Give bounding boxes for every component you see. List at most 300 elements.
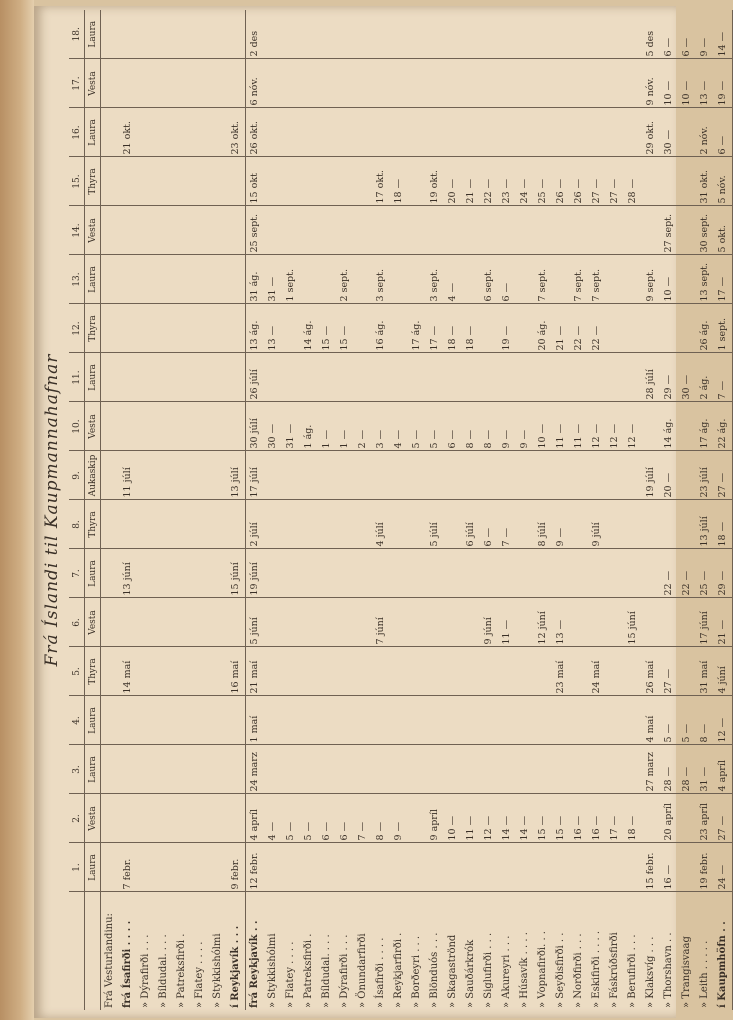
date-cell xyxy=(588,353,606,402)
date-cell: 2 júlí xyxy=(246,500,265,549)
date-cell: 27 sept. xyxy=(660,206,678,255)
date-cell xyxy=(588,206,606,255)
date-cell xyxy=(534,353,552,402)
date-cell: 20 apríl xyxy=(660,794,678,843)
date-cell xyxy=(552,696,570,745)
date-cell xyxy=(155,206,173,255)
date-cell: 21 — xyxy=(714,598,733,647)
date-cell: 13 ág. xyxy=(246,304,265,353)
table-row xyxy=(246,10,265,1010)
date-cell xyxy=(282,353,300,402)
ship-name: Laura xyxy=(85,255,101,304)
date-cell: 25 sept. xyxy=(246,206,265,255)
date-cell: 28 — xyxy=(660,745,678,794)
date-cell: 27 — xyxy=(606,157,624,206)
date-cell xyxy=(209,843,227,892)
table-row xyxy=(264,10,282,1010)
date-cell: 15 — xyxy=(336,304,354,353)
date-cell xyxy=(300,59,318,108)
date-cell xyxy=(408,500,426,549)
date-cell xyxy=(209,255,227,304)
date-cell xyxy=(642,157,660,206)
date-cell xyxy=(336,10,354,59)
date-cell xyxy=(678,451,696,500)
date-cell xyxy=(462,59,480,108)
port-name: » Reykjarfirði . xyxy=(393,932,404,1008)
port-name: » Vopnafirði. . . xyxy=(537,931,548,1008)
date-cell xyxy=(173,353,191,402)
date-cell xyxy=(173,647,191,696)
date-cell xyxy=(372,549,390,598)
date-cell xyxy=(408,745,426,794)
date-cell xyxy=(408,157,426,206)
date-cell: 22 ág. xyxy=(714,402,733,451)
port-name: » Skagaströnd xyxy=(447,934,458,1008)
date-cell xyxy=(318,696,336,745)
date-cell xyxy=(480,59,498,108)
date-cell xyxy=(282,500,300,549)
date-cell xyxy=(227,696,246,745)
date-cell xyxy=(119,500,137,549)
date-cell: 11 — xyxy=(570,402,588,451)
date-cell xyxy=(408,10,426,59)
port-name: » Berufirði . . . xyxy=(627,934,638,1008)
date-cell xyxy=(390,304,408,353)
date-cell xyxy=(173,598,191,647)
date-cell: 7 júní xyxy=(372,598,390,647)
date-cell xyxy=(155,500,173,549)
date-cell xyxy=(462,206,480,255)
date-cell xyxy=(408,549,426,598)
date-cell: 18 — xyxy=(624,794,642,843)
table-row xyxy=(444,10,462,1010)
date-cell xyxy=(570,451,588,500)
date-cell: 3 sept. xyxy=(372,255,390,304)
date-cell xyxy=(264,157,282,206)
port-name: » Eskifirði . . . . xyxy=(591,930,602,1008)
date-cell: 30 — xyxy=(678,353,696,402)
date-cell xyxy=(660,500,678,549)
table-row xyxy=(336,10,354,1010)
date-cell xyxy=(480,647,498,696)
date-cell xyxy=(119,402,137,451)
date-cell xyxy=(516,108,534,157)
date-cell xyxy=(372,59,390,108)
date-cell xyxy=(227,206,246,255)
date-cell: 24 — xyxy=(714,843,733,892)
date-cell xyxy=(137,549,155,598)
date-cell xyxy=(678,647,696,696)
date-cell: 18 — xyxy=(390,157,408,206)
date-cell xyxy=(191,353,209,402)
date-cell xyxy=(209,59,227,108)
timetable xyxy=(69,10,733,1010)
date-cell xyxy=(516,647,534,696)
table-row xyxy=(480,10,498,1010)
date-cell: 17 — xyxy=(714,255,733,304)
date-cell: 21 maí xyxy=(246,647,265,696)
page-title: Frá Íslandi til Kaupmannahafnar xyxy=(42,353,62,667)
date-cell xyxy=(209,647,227,696)
date-cell xyxy=(678,843,696,892)
table-row xyxy=(660,10,678,1010)
date-cell xyxy=(318,353,336,402)
voyage-number: 10. xyxy=(69,402,85,451)
port-name: » Borðeyri . . . xyxy=(411,935,422,1008)
header-corner xyxy=(85,892,101,1010)
date-cell: 9 apríl xyxy=(426,794,444,843)
date-cell: 24 maí xyxy=(588,647,606,696)
date-cell xyxy=(300,843,318,892)
date-cell: 30 júlí xyxy=(246,402,265,451)
date-cell xyxy=(173,255,191,304)
date-cell: 4 — xyxy=(444,255,462,304)
date-cell xyxy=(588,451,606,500)
table-row xyxy=(408,10,426,1010)
date-cell: 2 nóv. xyxy=(696,108,714,157)
date-cell xyxy=(408,108,426,157)
table-row xyxy=(498,10,516,1010)
date-cell: 13 — xyxy=(552,598,570,647)
date-cell: 13 — xyxy=(696,59,714,108)
port-name: frá Ísafirði . . . . xyxy=(122,920,133,1008)
date-cell: 1 maí xyxy=(246,696,265,745)
date-cell: 23 — xyxy=(498,157,516,206)
date-cell xyxy=(642,402,660,451)
header-corner xyxy=(69,892,85,1010)
date-cell xyxy=(137,255,155,304)
ship-name: Laura xyxy=(85,353,101,402)
date-cell: 10 — xyxy=(534,402,552,451)
table-row xyxy=(624,10,642,1010)
date-cell xyxy=(119,598,137,647)
date-cell xyxy=(300,10,318,59)
date-cell: 7 sept. xyxy=(534,255,552,304)
date-cell xyxy=(173,402,191,451)
date-cell xyxy=(606,108,624,157)
date-cell: 5 júlí xyxy=(426,500,444,549)
voyage-number: 15. xyxy=(69,157,85,206)
date-cell xyxy=(173,696,191,745)
port-name: » Bíldudal. . . . xyxy=(321,934,332,1008)
date-cell xyxy=(408,647,426,696)
date-cell xyxy=(498,745,516,794)
voyage-number: 18. xyxy=(69,10,85,59)
date-cell: 5 — xyxy=(300,794,318,843)
date-cell xyxy=(137,745,155,794)
date-cell xyxy=(444,59,462,108)
date-cell: 12 — xyxy=(588,402,606,451)
date-cell xyxy=(480,353,498,402)
date-cell: 27 — xyxy=(660,647,678,696)
date-cell xyxy=(318,59,336,108)
date-cell: 21 — xyxy=(462,157,480,206)
date-cell: 6 júlí xyxy=(462,500,480,549)
date-cell xyxy=(336,59,354,108)
date-cell xyxy=(570,10,588,59)
date-cell xyxy=(516,353,534,402)
date-cell xyxy=(137,10,155,59)
date-cell xyxy=(534,647,552,696)
date-cell: 2 des xyxy=(246,10,265,59)
date-cell xyxy=(444,451,462,500)
date-cell: 9 júní xyxy=(480,598,498,647)
date-cell xyxy=(534,549,552,598)
date-cell: 18 — xyxy=(462,304,480,353)
date-cell xyxy=(444,108,462,157)
table-row xyxy=(155,10,173,1010)
date-cell xyxy=(678,500,696,549)
port-name: » Önundarfirði xyxy=(357,933,368,1008)
date-cell: 28 — xyxy=(678,745,696,794)
date-cell xyxy=(227,353,246,402)
date-cell xyxy=(264,206,282,255)
date-cell: 15 — xyxy=(534,794,552,843)
date-cell xyxy=(444,10,462,59)
date-cell xyxy=(300,745,318,794)
date-cell: 6 — xyxy=(336,794,354,843)
date-cell: 16 — xyxy=(660,843,678,892)
date-cell xyxy=(119,255,137,304)
date-cell: 7 sept. xyxy=(588,255,606,304)
date-cell xyxy=(354,745,372,794)
date-cell xyxy=(209,500,227,549)
date-cell xyxy=(642,598,660,647)
date-cell xyxy=(624,451,642,500)
date-cell: 5 nóv. xyxy=(714,157,733,206)
date-cell xyxy=(552,206,570,255)
date-cell: 9 júlí xyxy=(588,500,606,549)
table-row xyxy=(552,10,570,1010)
ship-name: Vesta xyxy=(85,206,101,255)
ship-name: Laura xyxy=(85,108,101,157)
date-cell: 26 — xyxy=(552,157,570,206)
date-cell xyxy=(408,794,426,843)
ship-name: Vesta xyxy=(85,59,101,108)
date-cell: 17 okt. xyxy=(372,157,390,206)
table-row xyxy=(534,10,552,1010)
date-cell xyxy=(354,59,372,108)
table-row xyxy=(570,10,588,1010)
date-cell: 27 — xyxy=(714,451,733,500)
date-cell xyxy=(209,549,227,598)
date-cell xyxy=(155,647,173,696)
date-cell xyxy=(624,59,642,108)
date-cell: 29 — xyxy=(660,353,678,402)
table-row xyxy=(390,10,408,1010)
date-cell xyxy=(606,353,624,402)
date-cell xyxy=(534,696,552,745)
date-cell: 29 — xyxy=(714,549,733,598)
date-cell: 24 — xyxy=(516,157,534,206)
date-cell: 14 ág. xyxy=(300,304,318,353)
date-cell xyxy=(588,745,606,794)
date-cell: 26 júlí xyxy=(246,353,265,402)
date-cell xyxy=(426,59,444,108)
date-cell xyxy=(101,843,120,892)
date-cell xyxy=(624,10,642,59)
port-name: » Ísafirði . . . . xyxy=(375,937,386,1008)
date-cell xyxy=(552,745,570,794)
date-cell xyxy=(318,549,336,598)
port-name: Frá Vesturlandinu: xyxy=(101,892,120,1010)
date-cell xyxy=(354,500,372,549)
date-cell xyxy=(390,108,408,157)
date-cell xyxy=(155,59,173,108)
date-cell xyxy=(191,598,209,647)
ship-name-row xyxy=(85,10,101,1010)
date-cell xyxy=(570,353,588,402)
date-cell: 2 sept. xyxy=(336,255,354,304)
date-cell: 13 júlí xyxy=(227,451,246,500)
date-cell xyxy=(498,206,516,255)
date-cell: 23 júlí xyxy=(696,451,714,500)
rotated-timetable-page xyxy=(37,10,728,1010)
date-cell: 14 — xyxy=(516,794,534,843)
date-cell xyxy=(173,10,191,59)
voyage-number-row xyxy=(69,10,85,1010)
ship-name: Laura xyxy=(85,10,101,59)
port-name: » Siglufirði . . . xyxy=(483,932,494,1008)
date-cell: 27 — xyxy=(714,794,733,843)
date-cell xyxy=(372,206,390,255)
date-cell: 18 — xyxy=(714,500,733,549)
date-cell xyxy=(155,745,173,794)
date-cell xyxy=(570,745,588,794)
date-cell xyxy=(282,598,300,647)
date-cell: 6 — xyxy=(498,255,516,304)
date-cell xyxy=(534,843,552,892)
date-cell xyxy=(498,451,516,500)
date-cell xyxy=(101,696,120,745)
date-cell: 30 — xyxy=(264,402,282,451)
date-cell xyxy=(444,843,462,892)
date-cell xyxy=(282,59,300,108)
date-cell xyxy=(155,794,173,843)
voyage-number: 16. xyxy=(69,108,85,157)
date-cell xyxy=(209,304,227,353)
date-cell: 5 — xyxy=(678,696,696,745)
date-cell xyxy=(480,206,498,255)
date-cell: 11 — xyxy=(552,402,570,451)
date-cell xyxy=(173,108,191,157)
date-cell xyxy=(606,59,624,108)
date-cell: 13 júní xyxy=(119,549,137,598)
date-cell xyxy=(390,500,408,549)
port-name: í Reykjavík . . . xyxy=(230,925,241,1008)
date-cell xyxy=(191,549,209,598)
date-cell xyxy=(480,304,498,353)
table-row xyxy=(354,10,372,1010)
date-cell xyxy=(119,206,137,255)
date-cell: 9 — xyxy=(390,794,408,843)
ship-name: Aukaskip xyxy=(85,451,101,500)
date-cell xyxy=(534,745,552,794)
date-cell xyxy=(300,353,318,402)
port-name: » Akureyri . . . xyxy=(501,935,512,1008)
date-cell xyxy=(300,108,318,157)
date-cell xyxy=(137,500,155,549)
date-cell xyxy=(480,549,498,598)
date-cell xyxy=(606,255,624,304)
date-cell xyxy=(119,353,137,402)
date-cell: 4 apríl xyxy=(246,794,265,843)
date-cell xyxy=(354,255,372,304)
date-cell: 31 ág. xyxy=(246,255,265,304)
date-cell xyxy=(336,843,354,892)
date-cell xyxy=(282,745,300,794)
date-cell xyxy=(191,745,209,794)
date-cell xyxy=(642,794,660,843)
port-name: » Stykkishólmi xyxy=(267,933,278,1008)
date-cell xyxy=(155,10,173,59)
date-cell xyxy=(552,451,570,500)
date-cell xyxy=(372,843,390,892)
date-cell xyxy=(209,598,227,647)
date-cell: 19 okt. xyxy=(426,157,444,206)
date-cell xyxy=(137,206,155,255)
date-cell: 9 — xyxy=(498,402,516,451)
date-cell xyxy=(606,10,624,59)
date-cell: 22 — xyxy=(570,304,588,353)
date-cell: 14 ág. xyxy=(660,402,678,451)
date-cell: 19 febr. xyxy=(696,843,714,892)
date-cell xyxy=(516,500,534,549)
date-cell xyxy=(101,353,120,402)
date-cell xyxy=(137,843,155,892)
date-cell xyxy=(191,206,209,255)
date-cell xyxy=(209,206,227,255)
date-cell: 21 okt. xyxy=(119,108,137,157)
date-cell xyxy=(173,304,191,353)
voyage-number: 8. xyxy=(69,500,85,549)
date-cell xyxy=(119,794,137,843)
ship-name: Thyra xyxy=(85,647,101,696)
date-cell: 10 — xyxy=(660,59,678,108)
date-cell xyxy=(570,843,588,892)
date-cell xyxy=(498,647,516,696)
date-cell xyxy=(137,696,155,745)
date-cell xyxy=(318,157,336,206)
date-cell: 6 — xyxy=(318,794,336,843)
date-cell xyxy=(624,647,642,696)
date-cell: 8 júlí xyxy=(534,500,552,549)
date-cell xyxy=(642,304,660,353)
date-cell xyxy=(660,304,678,353)
date-cell xyxy=(209,10,227,59)
date-cell: 9 sept. xyxy=(642,255,660,304)
date-cell xyxy=(155,353,173,402)
date-cell xyxy=(588,10,606,59)
date-cell xyxy=(678,794,696,843)
date-cell xyxy=(390,745,408,794)
table-row xyxy=(282,10,300,1010)
date-cell xyxy=(101,598,120,647)
date-cell xyxy=(552,108,570,157)
date-cell xyxy=(101,255,120,304)
date-cell xyxy=(624,843,642,892)
date-cell xyxy=(390,353,408,402)
date-cell xyxy=(588,598,606,647)
date-cell: 27 — xyxy=(588,157,606,206)
date-cell xyxy=(390,696,408,745)
date-cell xyxy=(408,843,426,892)
date-cell xyxy=(155,108,173,157)
date-cell xyxy=(209,402,227,451)
date-cell: 7 febr. xyxy=(119,843,137,892)
date-cell xyxy=(624,108,642,157)
date-cell xyxy=(552,353,570,402)
